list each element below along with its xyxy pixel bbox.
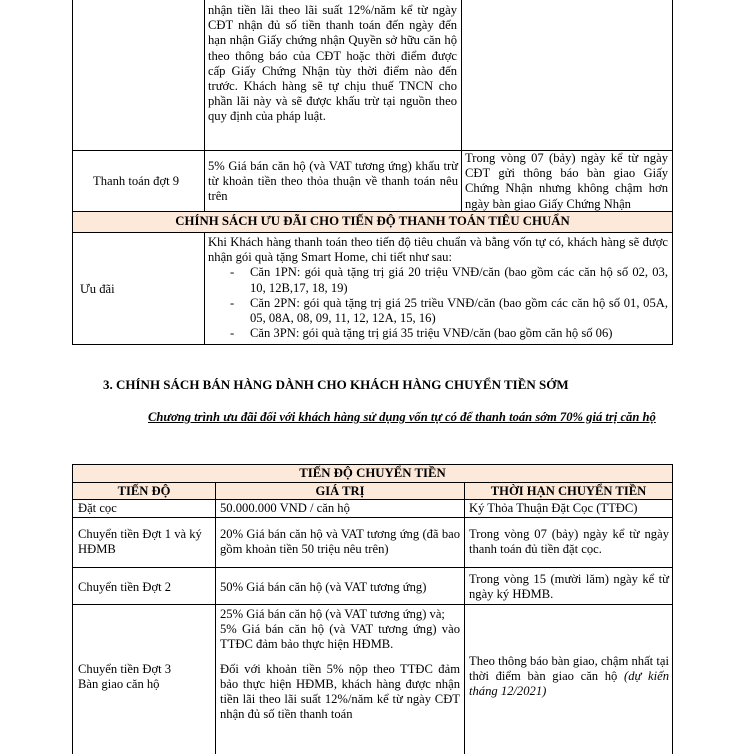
row-dot3-value-p3: Đối với khoản tiền 5% nộp theo TTĐC đảm bảo thực hiện HĐMB, khách hàng được nhận tiền lãi theo lãi suất 12%/năm kể từ ngày CĐT nhận đủ số tiền thanh toán	[220, 661, 460, 722]
policy-band-title: CHÍNH SÁCH ƯU ĐÃI CHO TIẾN ĐỘ THANH TOÁN TIÊU CHUẨN	[175, 214, 570, 228]
row-dot3-deadline-main: Theo thông báo bàn giao, chậm nhất tại thời điểm bàn giao căn hộ	[469, 654, 669, 684]
table1-row-line	[72, 232, 673, 233]
row-dot2-stage: Chuyển tiền Đợt 2	[78, 580, 172, 594]
table2-row-line	[72, 482, 673, 483]
table2-row-line	[72, 604, 673, 605]
row-dot1-deadline: Trong vòng 07 (bảy) ngày kể từ ngày thanh toán đủ tiền đặt cọc.	[469, 527, 669, 557]
table1-col-divider-2	[461, 0, 462, 212]
row-dot3-value	[220, 607, 460, 722]
row-dot3-deadline-note: (dự kiến tháng 12/2021)	[469, 669, 670, 699]
header-deadline: THỜI HẠN CHUYỂN TIỀN	[490, 484, 647, 498]
bullet-dash: -	[230, 265, 235, 280]
section-3-title: 3. CHÍNH SÁCH BÁN HÀNG DÀNH CHO KHÁCH HÀNG CHUYỂN TIỀN SỚM	[103, 377, 569, 392]
table2-top-border	[72, 464, 673, 465]
table1-col-divider-1	[204, 0, 205, 212]
row-deposit-stage: Đặt cọc	[78, 501, 117, 515]
header-stage: TIẾN ĐỘ	[117, 484, 171, 498]
row-dot3-value-p2: 5% Giá bán căn hộ (và VAT tương ứng) vào TTĐC đảm bảo thực hiện HĐMB.	[220, 622, 460, 652]
offer-list	[208, 265, 668, 341]
table1-left-border	[72, 0, 73, 344]
uu-dai-intro: Khi Khách hàng thanh toán theo tiến độ tiêu chuẩn và bằng vốn tự có, khách hàng sẽ được nhận gói quà tặng Smart Home, chi tiết như sau:	[208, 235, 668, 265]
table1-right-border	[672, 0, 673, 344]
offer-3pn-text: Căn 3PN: gói quà tặng trị giá 35 triệu VNĐ/căn (bao gồm căn hộ số 06)	[250, 326, 613, 341]
row-dot9-label: Thanh toán đợt 9	[93, 174, 180, 188]
table2-right-border	[672, 464, 673, 754]
header-value: GIÁ TRỊ	[315, 484, 365, 498]
row-dot1-stage: Chuyển tiền Đợt 1 và ký HĐMB	[78, 527, 202, 557]
table2-row-line	[72, 517, 673, 518]
offer-1pn-text: Căn 1PN: gói quà tặng trị giá 20 triệu VNĐ/căn (bao gồm các căn hộ số 02, 03, 10, 12B,17, 18, 19)	[250, 265, 668, 295]
table1-bottom-border	[72, 344, 673, 345]
interest-clause-text: nhận tiền lãi theo lãi suất 12%/năm kể từ ngày CĐT nhận đủ số tiền thanh toán đến ngày đến hạn nhận Giấy chứng nhận Quyền sở hữu căn hộ theo thông báo của CĐT hoặc thời điểm được cấp Giấy Chứng Nhận tùy thời điểm nào đến trước. Khách hàng sẽ tự chịu thuế TNCN cho phần lãi này và sẽ được khấu trừ tại nguồn theo quy định của pháp luật.	[208, 3, 457, 124]
row-dot3-stage-line2: Bàn giao căn hộ	[78, 677, 160, 692]
table2-col-divider-2	[464, 483, 465, 754]
row-dot9-value: 5% Giá bán căn hộ (và VAT tương ứng) khấu trừ từ khoản tiền theo thỏa thuận về thanh toán nêu trên	[208, 159, 458, 204]
table2-col-divider-1	[215, 483, 216, 754]
row-dot3-value-p1: 25% Giá bán căn hộ (và VAT tương ứng) và;	[220, 607, 445, 621]
section-3-subtitle: Chương trình ưu đãi đối với khách hàng sử dụng vốn tự có để thanh toán sớm 70% giá trị căn hộ	[148, 410, 656, 424]
row-dot3-stage	[78, 662, 213, 692]
offer-2pn	[208, 296, 668, 326]
row-dot3-stage-line1: Chuyển tiền Đợt 3	[78, 662, 172, 676]
uu-dai-label: Ưu đãi	[80, 282, 115, 296]
row-dot2-deadline: Trong vòng 15 (mười lăm) ngày kể từ ngày ký HĐMB.	[469, 572, 669, 602]
row-deposit-value: 50.000.000 VND / căn hộ	[220, 501, 350, 515]
bullet-dash: -	[230, 326, 235, 341]
row-dot2-value: 50% Giá bán căn hộ (và VAT tương ứng)	[220, 580, 427, 594]
table1-col-divider-uudai	[204, 232, 205, 344]
offer-3pn	[208, 326, 668, 341]
row-dot9-deadline: Trong vòng 07 (bảy) ngày kể từ ngày CĐT gửi thông báo bàn giao Giấy Chứng Nhận nhưng không chậm hơn ngày bàn giao Giấy Chứng Nhận	[465, 151, 668, 211]
table2-row-line	[72, 567, 673, 568]
table2-left-border	[72, 464, 73, 754]
bullet-dash: -	[230, 295, 235, 310]
transfer-band-title: TIẾN ĐỘ CHUYỂN TIỀN	[299, 466, 446, 480]
row-dot3-deadline	[469, 654, 669, 700]
offer-2pn-text: Căn 2PN: gói quà tặng trị giá 25 triều VNĐ/căn (bao gồm các căn hộ số 01, 05A, 05, 08A, 08, 09, 11, 12, 12A, 15, 16)	[250, 295, 668, 326]
uu-dai-content	[208, 235, 668, 341]
row-dot1-value: 20% Giá bán căn hộ và VAT tương ứng (đã bao gồm khoản tiền 50 triệu nêu trên)	[220, 527, 460, 557]
row-deposit-deadline: Ký Thỏa Thuận Đặt Cọc (TTĐC)	[469, 501, 638, 515]
offer-1pn	[208, 265, 668, 295]
